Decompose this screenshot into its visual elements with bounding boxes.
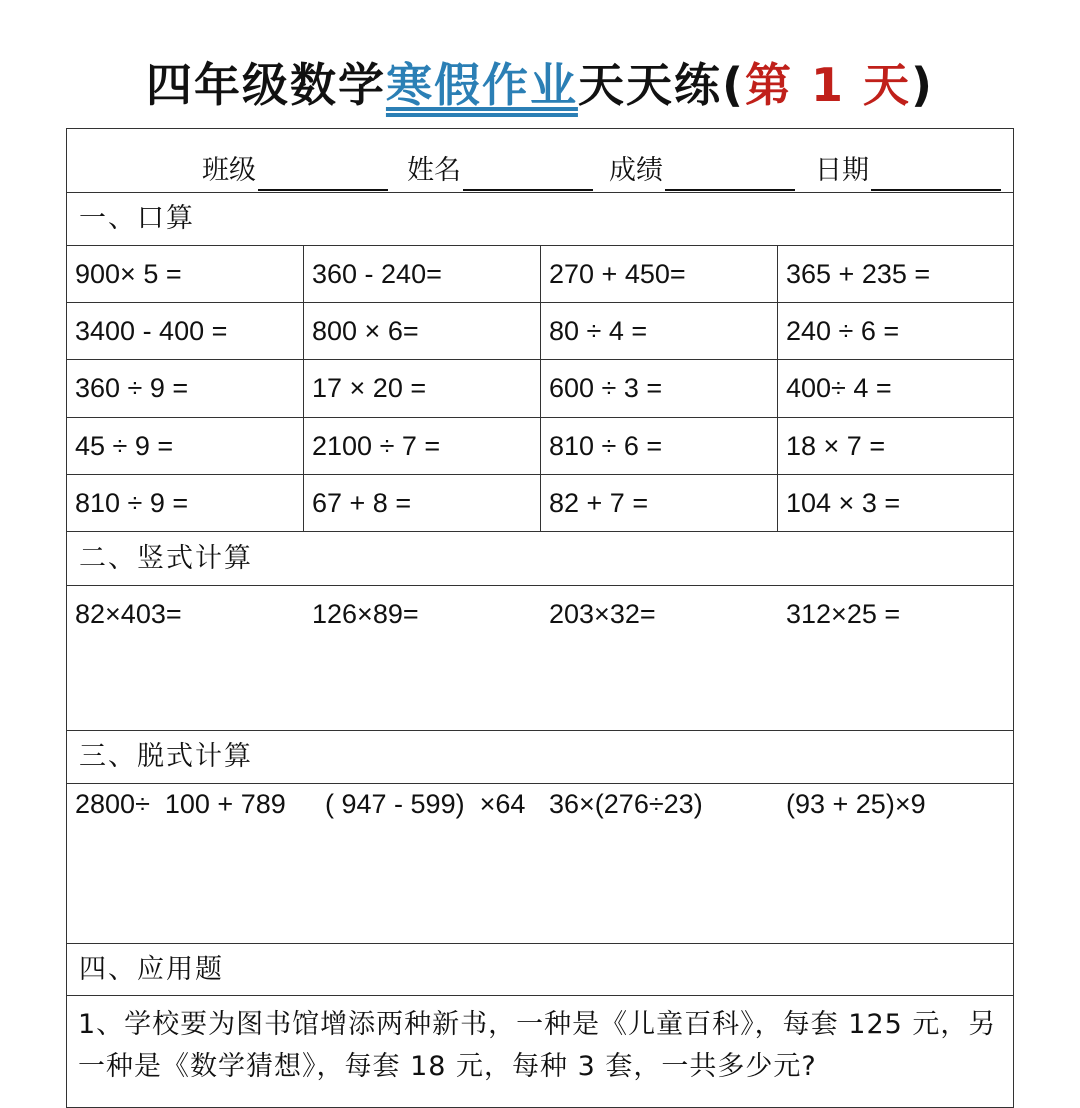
vertical-item: 312×25 =: [786, 599, 901, 629]
title-suffix: ): [911, 58, 935, 112]
vertical-item: 82×403=: [75, 599, 182, 629]
oral-cell: 82 + 7 =: [549, 488, 649, 518]
oral-cell: 67 + 8 =: [312, 488, 412, 518]
title-highlight: 寒假作业: [385, 58, 578, 112]
name-blank[interactable]: [463, 159, 593, 191]
date-field[interactable]: [815, 151, 1001, 191]
divider: [67, 730, 1013, 731]
date-label: 日期: [815, 155, 869, 186]
score-field[interactable]: [609, 151, 795, 191]
oral-cell: 810 ÷ 6 =: [549, 431, 663, 461]
name-field[interactable]: [407, 151, 593, 191]
oral-cell: 360 ÷ 9 =: [75, 373, 189, 403]
oral-cell: 240 ÷ 6 =: [786, 316, 900, 346]
oral-cell: 810 ÷ 9 =: [75, 488, 189, 518]
oral-cell: 365 + 235 =: [786, 259, 931, 289]
divider: [67, 943, 1013, 944]
title-prefix: 四年级数学: [145, 58, 386, 112]
stepwise-item: ( 947 - 599) ×64: [325, 789, 526, 819]
oral-cell: 270 + 450=: [549, 259, 686, 289]
column-divider: [303, 245, 304, 531]
word-problem-1: 1、学校要为图书馆增添两种新书，一种是《儿童百科》，每套 125 元，另一种是《数学猜想》，每套 18 元，每种 3 套，一共多少元?: [78, 1009, 997, 1082]
divider: [67, 192, 1013, 193]
title-day: 第 1 天: [744, 58, 912, 112]
oral-cell: 360 - 240=: [312, 259, 442, 289]
oral-cell: 45 ÷ 9 =: [75, 431, 174, 461]
vertical-item: 126×89=: [312, 599, 419, 629]
oral-cell: 80 ÷ 4 =: [549, 316, 648, 346]
oral-cell: 800 × 6=: [312, 316, 419, 346]
section-stepwise-title: 三、脱式计算: [79, 741, 253, 772]
oral-cell: 400÷ 4 =: [786, 373, 892, 403]
divider: [67, 585, 1013, 586]
oral-cell: 18 × 7 =: [786, 431, 886, 461]
section-vertical-title: 二、竖式计算: [79, 543, 253, 574]
column-divider: [777, 245, 778, 531]
oral-cell: 104 × 3 =: [786, 488, 901, 518]
date-blank[interactable]: [871, 159, 1001, 191]
class-label: 班级: [202, 155, 256, 186]
oral-cell: 900× 5 =: [75, 259, 182, 289]
oral-cell: 2100 ÷ 7 =: [312, 431, 441, 461]
stepwise-item: 2800÷ 100 + 789: [75, 789, 286, 819]
column-divider: [540, 245, 541, 531]
oral-cell: 3400 - 400 =: [75, 316, 228, 346]
score-label: 成绩: [609, 155, 663, 186]
stepwise-item: (93 + 25)×9: [786, 789, 926, 819]
title-middle: 天天练(: [577, 58, 745, 112]
section-oral-title: 一、口算: [79, 203, 195, 234]
section-word-title: 四、应用题: [79, 954, 224, 985]
oral-cell: 600 ÷ 3 =: [549, 373, 663, 403]
stepwise-item: 36×(276÷23): [549, 789, 703, 819]
worksheet-table: [66, 128, 1014, 1108]
class-field[interactable]: [202, 151, 388, 191]
divider: [67, 995, 1013, 996]
page-title: [0, 50, 1080, 120]
divider: [67, 531, 1013, 532]
class-blank[interactable]: [258, 159, 388, 191]
oral-cell: 17 × 20 =: [312, 373, 427, 403]
vertical-item: 203×32=: [549, 599, 656, 629]
name-label: 姓名: [407, 155, 461, 186]
score-blank[interactable]: [665, 159, 795, 191]
